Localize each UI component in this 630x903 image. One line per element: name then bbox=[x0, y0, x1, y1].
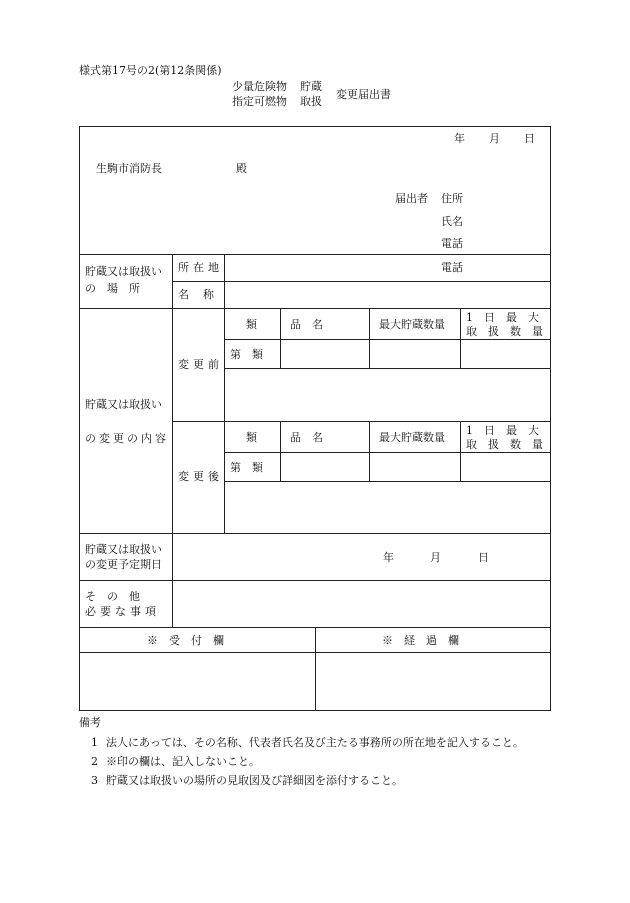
name-label: 氏名 bbox=[441, 215, 463, 228]
note-number-2: 2 bbox=[91, 755, 98, 768]
location-label-b: の 場 所 bbox=[85, 282, 140, 295]
after-col-max: 最大貯蔵数量 bbox=[379, 431, 445, 444]
note-number-3: 3 bbox=[91, 774, 98, 787]
notes-heading: 備考 bbox=[79, 716, 101, 729]
date-month: 月 bbox=[489, 132, 500, 145]
title-line2-b: 取扱 bbox=[300, 95, 322, 108]
location-label-a: 貯蔵又は取扱い bbox=[85, 265, 162, 278]
after-label: 変更後 bbox=[178, 470, 223, 483]
date-year: 年 bbox=[454, 132, 465, 145]
after-col-daily-a: 1 日 最 大 bbox=[466, 424, 539, 437]
address-cell-label: 所在地 bbox=[178, 261, 223, 274]
title-line1-b: 貯蔵 bbox=[300, 80, 322, 93]
schedule-label-b: の変更予定期日 bbox=[85, 558, 162, 571]
other-label-b: 必要な事項 bbox=[85, 605, 160, 618]
schedule-day: 日 bbox=[478, 551, 489, 564]
note-number-1: 1 bbox=[91, 736, 98, 749]
after-row-class: 第 類 bbox=[230, 461, 263, 474]
form-number: 様式第17号の2(第12条関係) bbox=[79, 64, 222, 77]
before-col-daily-a: 1 日 最 大 bbox=[466, 311, 539, 324]
applicant-label: 届出者 bbox=[395, 192, 428, 205]
location-phone-label: 電話 bbox=[441, 261, 463, 274]
address-label: 住所 bbox=[441, 192, 463, 205]
name-cell-label: 名称 bbox=[178, 288, 228, 301]
after-col-class: 類 bbox=[246, 431, 257, 444]
other-label-a: そ の 他 bbox=[85, 590, 140, 603]
honorific: 殿 bbox=[236, 162, 247, 175]
note-text-2: ※印の欄は、記入しないこと。 bbox=[106, 755, 260, 768]
progress-heading: ※ 経 過 欄 bbox=[382, 634, 459, 647]
before-col-max: 最大貯蔵数量 bbox=[379, 318, 445, 331]
before-row-class: 第 類 bbox=[230, 348, 263, 361]
after-col-item: 品 名 bbox=[290, 431, 323, 444]
before-col-class: 類 bbox=[246, 318, 257, 331]
change-label-b: の変更の内容 bbox=[85, 432, 169, 445]
reception-field[interactable] bbox=[80, 653, 315, 710]
addressee: 生駒市消防長 bbox=[96, 162, 162, 175]
after-col-daily-b: 取 扱 数 量 bbox=[466, 438, 543, 451]
reception-heading: ※ 受 付 欄 bbox=[147, 634, 224, 647]
before-col-item: 品 名 bbox=[290, 318, 323, 331]
change-label-a: 貯蔵又は取扱い bbox=[85, 398, 162, 411]
title-suffix: 変更届出書 bbox=[336, 88, 391, 101]
phone-label: 電話 bbox=[441, 237, 463, 250]
schedule-month: 月 bbox=[430, 551, 441, 564]
schedule-year: 年 bbox=[383, 551, 394, 564]
date-day: 日 bbox=[524, 132, 535, 145]
title-line2-a: 指定可燃物 bbox=[232, 95, 287, 108]
note-text-1: 法人にあっては、その名称、代表者氏名及び主たる事務所の所在地を記入すること。 bbox=[106, 736, 524, 749]
title-line1-a: 少量危険物 bbox=[232, 80, 287, 93]
schedule-label-a: 貯蔵又は取扱い bbox=[85, 543, 162, 556]
before-label: 変更前 bbox=[178, 358, 223, 371]
before-col-daily-b: 取 扱 数 量 bbox=[466, 325, 543, 338]
note-text-3: 貯蔵又は取扱いの場所の見取図及び詳細図を添付すること。 bbox=[106, 774, 403, 787]
progress-field[interactable] bbox=[316, 653, 550, 710]
